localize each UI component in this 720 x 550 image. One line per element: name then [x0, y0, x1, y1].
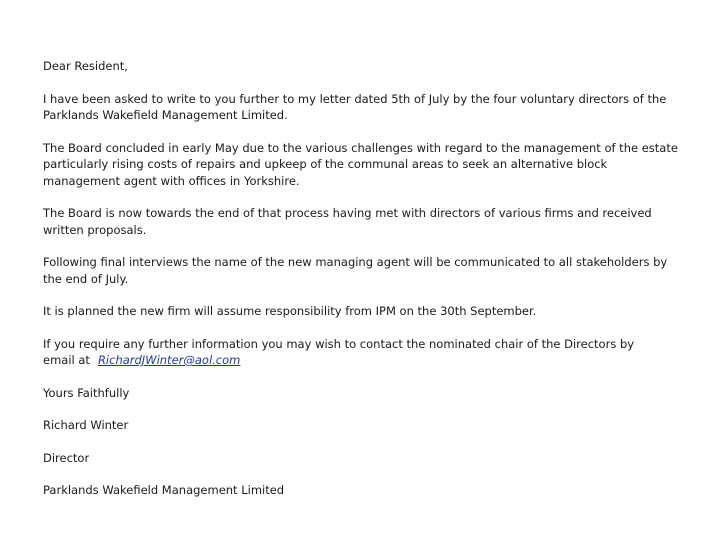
paragraph-contact: [43, 336, 683, 369]
signatory-name: Richard Winter: [43, 418, 129, 432]
email-prefix: email at: [43, 353, 90, 367]
paragraph-interviews: Following final interviews the name of the new managing agent will be communicated to all stakeholders by the end of July.: [43, 255, 668, 286]
letter-body: [43, 58, 683, 515]
salutation: Dear Resident,: [43, 59, 128, 73]
email-link[interactable]: RichardJWinter@aol.com: [97, 353, 241, 367]
contact-text: If you require any further information you may wish to contact the nominated chair of the Directors by: [43, 336, 635, 351]
paragraph-board-decision: The Board concluded in early May due to the various challenges with regard to the management of the estate particularly rising costs of repairs and upkeep of the communal areas to seek an alternative block management agent with offices in Yorkshire.: [43, 140, 678, 188]
closing: Yours Faithfully: [43, 385, 130, 400]
paragraph-handover: It is planned the new firm will assume responsibility from IPM on the 30th September.: [43, 304, 537, 318]
paragraph-process-status: The Board is now towards the end of that process having met with directors of various firms and received written proposals.: [43, 206, 652, 237]
company-name: Parklands Wakefield Management Limited: [43, 483, 285, 497]
signatory-title: Director: [43, 450, 90, 465]
paragraph-intro: I have been asked to write to you further to my letter dated 5th of July by the four voluntary directors of the Parklands Wakefield Management Limited.: [43, 91, 667, 122]
